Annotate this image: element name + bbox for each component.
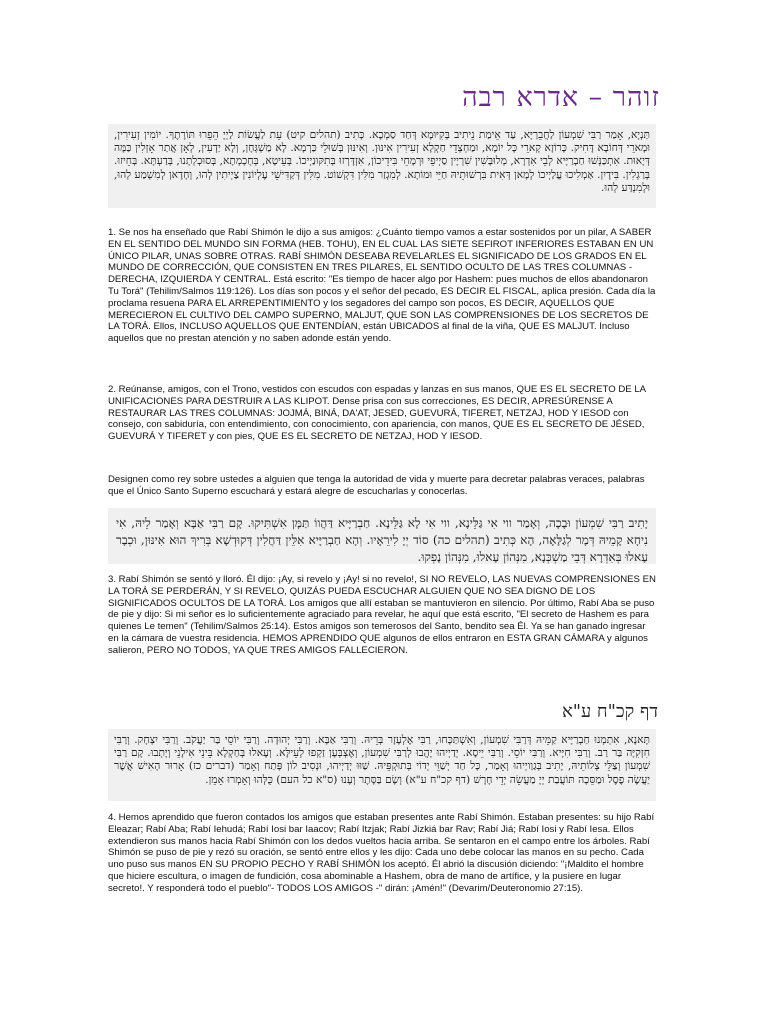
paragraph-3: Designen como rey sobre ustedes a alguien que tenga la autoridad de vida y muerte para decretar palabras veraces, palabras que el Único Santo Superno escuchará y estará alegre de escucharlas y conocerlas.: [108, 474, 645, 497]
hebrew-block-3: תָּאנָא, אִתְמְנוּ חַבְרַיָּיא קַמֵּיהּ דְּרַבִּי שִׁמְעוֹן, וְאִשְׁתַּכָּחוּ, רַבִּי אֶלְעָזָר בְּרֵיהּ. וְרַבִּי אַבָּא. וְרַבִּי יְהוּדָה. וְרַבִּי יוֹסֵי בַּר יַעֲקֹב. וְרַבִּי יִצְחָק. וְרַבִּי חִזְקִיָּה בַּר רַב. וְרַבִּי חִיָּיא. וְרַבִּי יוֹסֵי. וְרַבִּי יֵיסָא. יְדַיְיהוּ יָהֲבוּ לְרַבִּי שִׁמְעוֹן, וְאֶצְבְּעָן זַקְפוּ לְעֵילָּא. וְעָאלוּ בְּחַקְלָא בֵּינֵי אִילָנֵי וְיָתְבוּ. קָם רַבִּי שִׁמְעוֹן וְצַלֵּי צְלוֹתֵיהּ, יָתִיב בְּגַוַויְיהוּ וְאָמַר, כָּל חַד יְשַׁוֵּי יְדוֹי בְּתוּקְפֵּיהּ. שַׁוּוּ יְדַיְיהוּ, וּנְסִיב לוֹן פָּתַח וְאָמַר (דברים כז) אָרוּר הָאִישׁ אֲשֶׁר יַעֲשֶׂה פֶסֶל וּמַסֵּכָה תּוֹעֲבַת יְיָ מַעֲשֵׂה יְדֵי חָרָשׁ (דף קכ"ח ע"א) וְשָׂם בַּסָּתֶר וְעָנוּ (ס"א כל העם) כֻּלְּהוּ וְאָמְרוּ אָמֵן.: [108, 729, 656, 801]
paragraph-5: 4. Hemos aprendido que fueron contados los amigos que estaban presentes ante Rabí Shimón. Estaban presentes: su hijo Rabí Eleazar; Rabí Aba; Rabí Iehudá; Rabí Iosi bar Iaacov; Rabí Itzjak; Rabí Jizkiá bar Rav; Rabí Jiá; Rabí Iosi y Rabí Iesa. Ellos extendieron sus manos hacia Rabí Shimón con los dedos vueltos hacia arriba. Se sentaron en el campo entre los árboles. Rabí Shimón se puso de pie y rezó su oración, se sentó entre ellos y les dijo: Cada uno debe colocar las manos en su pecho. Cada uno puso sus manos EN SU PROPIO PECHO Y RABÍ SHIMÓN los aceptó. Él abrió la discusión diciendo: "¡Maldito el hombre que hiciere escultura, o imagen de fundición, cosa abominable a Hashem, obra de mano de artífice, y la pusiere en lugar secreto!. Y responderá todo el pueblo"- TODOS LOS AMIGOS -" dirán: ¡Amén!" (Devarim/Deuteronomio 27:15).: [108, 812, 655, 894]
hebrew-block-2: יָתִיב רַבִּי שִׁמְעוֹן וּבָכָה, וְאָמַר ווי אִי גַּלֵּינָא, ווי אִי לָא גַּלֵּינָא. חַבְרַיָּיא דַּהֲווֹ תַּמָּן אִשְׁתִּיקוּ. קָם רַבִּי אַבָּא וְאָמַר לֵיהּ, אִי נִיחָא קָמֵיהּ דְּמָר לְגַלָּאָה, הָא כְּתִיב (תהלים כה) סוֹד יְיָ לִירֵאָיו. וְהָא חַבְרַיָּיא אִלֵּין דַּחֲלִין דְּקוּדְשָׁא בְּרִיךְ הוּא אִינּוּן, וּכְבָר עָאלוּ בְּאִדְרָא דְּבֵי מַשְׁכְּנָא, מִנְּהוֹן עָאלוּ, מִנְּהוֹן נָפְקוּ.: [108, 508, 656, 564]
hebrew-block-1: תַּנְיָא, אָמַר רַבִּי שִׁמְעוֹן לַחֲבֵרַיָּא, עַד אֵימַת נֵיתִיב בְּקִיּוּמָא דְּחַד סַמְכָא. כְּתִיב (תהלים קיט) עֵת לַעֲשׂוֹת לַיְיָ הֵפֵרוּ תּוֹרָתֶךָ. יוֹמִין זְעִירִין, וּמָארֵי דְּחוֹבָא דָּחִיק. כָּרוֹזָא קָארֵי כָּל יוֹמָא, וּמַחְצְדֵי חַקְלָא זְעִירִין אִינּוּן. וְאִינּוּן בְּשׁוּלֵי כַּרְמָא. לָא מַשְׁגְּחָן, וְלָא יַדְעִין, לְאָן אֲתַר אָזְלִין כַּמָּה דְּיָאוּת. אִתְכַּנְּשׁוּ חַבְרַיָּיא לְבֵי אִדְרָא, מְלוּבָּשִׁין שִׁרְיָין סַיְיפֵי וּרְמָחֵי בִּידֵיכוֹן, אִזְדָּרְזוּ בְּתִקּוּנַיְיכוֹ. בְּעֵיטָא, בְּחָכְמְתָא, בְּסוּכְלְתָנוּ, בְּדַעְתָּא. בְּחֵיזוּ. בְּרַגְלִין. בִּידָיִן. אַמְלִיכוּ עֲלַיְיכוֹ לְמָאן דְּאִית בִּרְשׁוּתֵיהּ חַיֵּי וּמוֹתָא. לְמִגְזַר מִלִּין דִּקְשׁוֹט. מִלִּין דְּקַדִּישֵׁי עֶלְיוֹנִין צַיְיתִין לְהוּ, וְחָדָאן לְמִשְׁמַע לְהוּ, וּלְמִנְדַּע לְהוּ.: [108, 124, 656, 208]
daf-label: דף קכ"ח ע"א: [561, 701, 658, 722]
page-title: זוהר – אדרא רבה: [462, 82, 660, 113]
paragraph-4: 3. Rabí Shimón se sentó y lloró. Él dijo: ¡Ay, si revelo y ¡Ay! si no revelo!, SI NO REVELO, LAS NUEVAS COMPRENSIONES EN LA TORÁ SE PERDERÁN, Y SI REVELO, QUIZÁS PUEDA ESCUCHAR ALGUIEN QUE NO SEA DIGNO DE LOS SIGNIFICADOS OCULTOS DE LA TORÁ. Los amigos que allí estaban se mantuvieron en silencio. Por último, Rabí Aba se puso de pie y dijo: Si mi señor es lo suficientemente agraciado para revelar, he aquí que está escrito, "El secreto de Hashem es para quienes Le temen" (Tehilim/Salmos 25:14). Estos amigos son temerosos del Santo, bendito sea Él. Ya se han ganado ingresar en la cámara de vuestra residencia. HEMOS APRENDIDO QUE algunos de ellos entraron en ESTA GRAN CÁMARA y algunos salieron, PERO NO TODOS, YA QUE TRES AMIGOS FALLECIERON.: [108, 574, 656, 656]
paragraph-2: 2. Reúnanse, amigos, con el Trono, vestidos con escudos con espadas y lanzas en sus manos, QUE ES EL SECRETO DE LA UNIFICACIONES PARA DESTRUIR A LAS KLIPOT. Dense prisa con sus correcciones, ES DECIR, APRESÚRENSE A RESTAURAR LAS TRES COLUMNAS: JOJMÁ, BINÁ, DA'AT, JESED, GUEVURÁ, TIFERET, NETZAJ, HOD Y IESOD con consejo, con sabiduría, con entendimiento, con conocimiento, con apariencia, con manos, QUE ES EL SECRETO DE JÉSED, GUEVURÁ Y TIFERET y con pies, QUE ES EL SECRETO DE NETZAJ, HOD Y IESOD.: [108, 384, 646, 443]
paragraph-1: 1. Se nos ha enseñado que Rabí Shimón le dijo a sus amigos: ¿Cuánto tiempo vamos a estar sostenidos por un pilar, A SABER EN EL SENTIDO DEL MUNDO SIN FORMA (HEB. TOHU), EN EL CUAL LAS SIETE SEFIROT INFERIORES ESTABAN EN UN ÚNICO PILAR, UNAS SOBRE OTRAS. RABÍ SHIMÓN DESEABA REVELARLES EL SIGNIFICADO DE LOS GRADOS EN EL MUNDO DE CORRECCIÓN, QUE CONSISTEN EN TRES PILARES, EL SENTIDO OCULTO DE LAS TRES COLUMNAS - DERECHA, IZQUIERDA Y CENTRAL. Está escrito: "Es tiempo de hacer algo por Hashem: pues muchos de ellos abandonaron Tu Torá" (Tehilim/Salmos 119:126). Los días son pocos y el señor del pecado, ES DECIR EL FISCAL, aplica presión. Cada día la proclama resuena PARA EL ARREPENTIMIENTO y los segadores del campo son pocos, ES DECIR, AQUELLOS QUE MERECIERON EL CULTIVO DEL CAMPO SUPERNO, MALJUT, QUE SON LAS COMPRENSIONES DE LOS SECRETOS DE LA TORÁ. Ellos, INCLUSO AQUELLOS QUE ENTENDÍAN, están UBICADOS al final de la viña, QUE ES MALJUT. Incluso aquellos que no prestan atención y no saben adonde están yendo.: [108, 227, 656, 345]
